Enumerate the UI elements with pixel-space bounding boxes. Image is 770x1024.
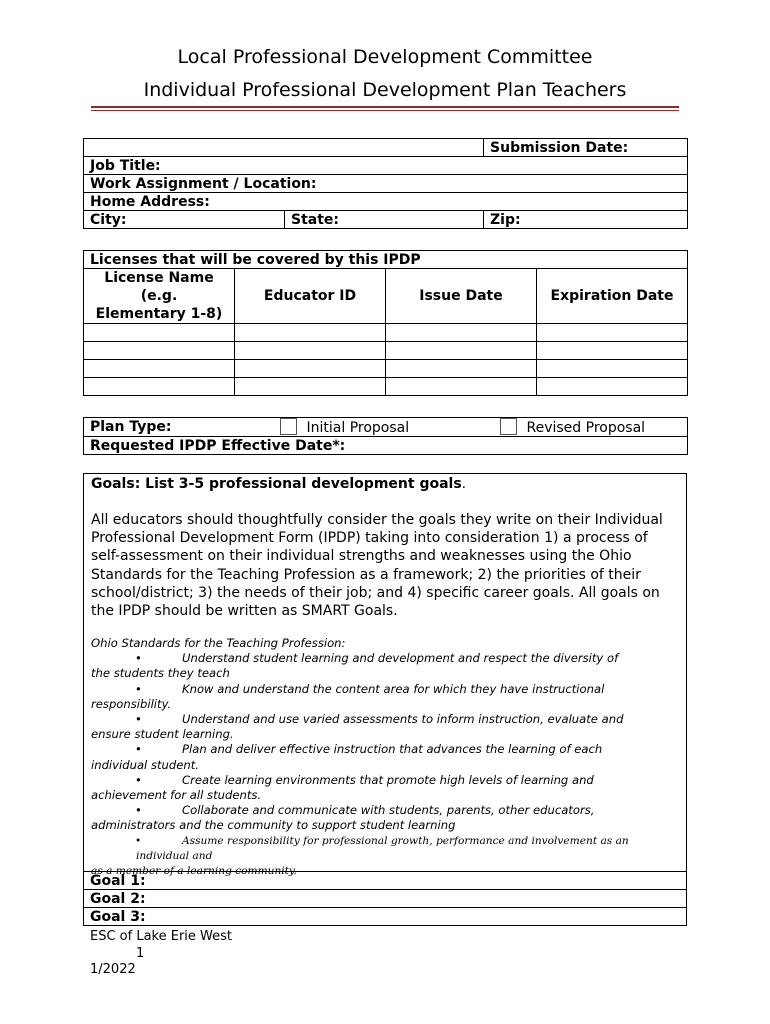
title-rule-bottom — [91, 110, 679, 111]
work-assignment-field[interactable]: Work Assignment / Location: — [84, 175, 688, 193]
list-item — [91, 742, 681, 772]
goals-table — [83, 871, 687, 926]
revised-proposal-option[interactable] — [500, 418, 688, 437]
revised-proposal-label: Revised Proposal — [526, 420, 646, 436]
standard-line2: as a member of a learning community. — [91, 865, 297, 878]
title-rule-top — [91, 106, 679, 108]
license-cell[interactable] — [537, 360, 688, 378]
initial-proposal-checkbox[interactable] — [280, 418, 297, 435]
goals-section — [83, 473, 687, 878]
license-cell[interactable] — [386, 324, 537, 342]
zip-field[interactable]: Zip: — [484, 211, 688, 229]
bullet-icon: • — [135, 834, 142, 847]
expiration-date-header: Expiration Date — [537, 269, 688, 324]
bullet-icon: • — [135, 772, 142, 787]
license-name-line2: (e.g. — [140, 288, 178, 304]
table-row — [84, 324, 688, 342]
license-cell[interactable] — [84, 324, 235, 342]
table-row — [84, 360, 688, 378]
license-cell[interactable] — [235, 342, 386, 360]
goal-1-field[interactable]: Goal 1: — [84, 872, 687, 890]
goals-instructions: All educators should thoughtfully consider the goals they write on their Individual Professional Development Form (IPDP) taking into consideration 1) a process of self-assessment on their individual strengths and weaknesses using the Ohio Standards for the Teaching Profession as a framework; 2) the priorities of their school/district; 3) the needs of their job; and 4) specific career goals. All goals on the IPDP should be written as SMART Goals. — [91, 512, 663, 620]
license-cell[interactable] — [386, 378, 537, 396]
standard-line2: individual student. — [91, 757, 199, 772]
list-item — [91, 773, 681, 803]
license-name-line1: License Name — [104, 270, 214, 286]
bullet-icon: • — [135, 651, 142, 666]
standard-line1: Collaborate and communicate with students, parents, other educators, — [182, 803, 595, 818]
licenses-table — [83, 250, 688, 396]
home-address-field[interactable]: Home Address: — [84, 193, 688, 211]
license-cell[interactable] — [537, 378, 688, 396]
license-cell[interactable] — [235, 360, 386, 378]
standard-line1: Assume responsibility for professional growth, performance and involvement as an individual and — [136, 834, 629, 862]
footer-org: ESC of Lake Erie West — [90, 929, 233, 944]
table-row — [84, 378, 688, 396]
revised-proposal-checkbox[interactable] — [500, 418, 517, 435]
plan-table — [83, 417, 688, 455]
list-item — [91, 803, 681, 833]
standards-list — [91, 636, 681, 879]
footer-page-number: 1 — [136, 946, 145, 961]
initial-proposal-label: Initial Proposal — [306, 420, 410, 436]
issue-date-header: Issue Date — [386, 269, 537, 324]
effective-date-field[interactable]: Requested IPDP Effective Date*: — [84, 437, 688, 455]
list-item — [91, 682, 681, 712]
table-row — [84, 342, 688, 360]
standard-line2: responsibility. — [91, 696, 172, 711]
educator-id-header: Educator ID — [235, 269, 386, 324]
license-cell[interactable] — [537, 342, 688, 360]
standard-line1: Know and understand the content area for which they have instructional — [182, 681, 605, 696]
bullet-icon: • — [135, 681, 142, 696]
standard-line1: Understand student learning and development and respect the diversity of — [182, 651, 619, 666]
license-cell[interactable] — [386, 360, 537, 378]
job-title-field[interactable]: Job Title: — [84, 157, 688, 175]
standard-line2: achievement for all students. — [91, 788, 262, 803]
bullet-icon: • — [135, 712, 142, 727]
standard-line1: Plan and deliver effective instruction that advances the learning of each — [182, 742, 603, 757]
standards-heading: Ohio Standards for the Teaching Profession: — [91, 636, 346, 650]
license-cell[interactable] — [537, 324, 688, 342]
license-cell[interactable] — [84, 342, 235, 360]
bullet-icon: • — [135, 803, 142, 818]
city-field[interactable]: City: — [84, 211, 285, 229]
license-cell[interactable] — [84, 360, 235, 378]
license-cell[interactable] — [84, 378, 235, 396]
licenses-heading: Licenses that will be covered by this IPDP — [84, 251, 688, 269]
list-item — [91, 712, 681, 742]
submission-date-field[interactable]: Submission Date: — [484, 139, 688, 157]
goals-heading — [91, 476, 466, 492]
footer-date: 1/2022 — [90, 962, 136, 977]
document-title: Local Professional Development Committee — [177, 46, 593, 68]
goals-heading-period: . — [461, 476, 467, 492]
standard-line2: ensure student learning. — [91, 727, 234, 742]
goal-2-field[interactable]: Goal 2: — [84, 890, 687, 908]
goals-heading-text: Goals: List 3-5 professional development goals — [91, 476, 462, 492]
license-cell[interactable] — [235, 378, 386, 396]
blank-cell[interactable] — [84, 139, 484, 157]
initial-proposal-option[interactable] — [274, 418, 500, 437]
document-subtitle: Individual Professional Development Plan Teachers — [143, 79, 627, 101]
list-item — [91, 651, 681, 681]
info-table — [83, 138, 688, 229]
standard-line2: administrators and the community to support student learning — [91, 818, 456, 833]
bullet-icon: • — [135, 742, 142, 757]
standard-line2: the students they teach — [91, 666, 230, 681]
standard-line1: Understand and use varied assessments to inform instruction, evaluate and — [182, 712, 624, 727]
plan-type-label: Plan Type: — [84, 418, 274, 437]
state-field[interactable]: State: — [285, 211, 484, 229]
standard-line1: Create learning environments that promote high levels of learning and — [182, 772, 594, 787]
license-name-header — [84, 269, 235, 324]
license-name-line3: Elementary 1-8) — [95, 306, 223, 322]
goal-3-field[interactable]: Goal 3: — [84, 908, 687, 926]
license-cell[interactable] — [386, 342, 537, 360]
license-cell[interactable] — [235, 324, 386, 342]
